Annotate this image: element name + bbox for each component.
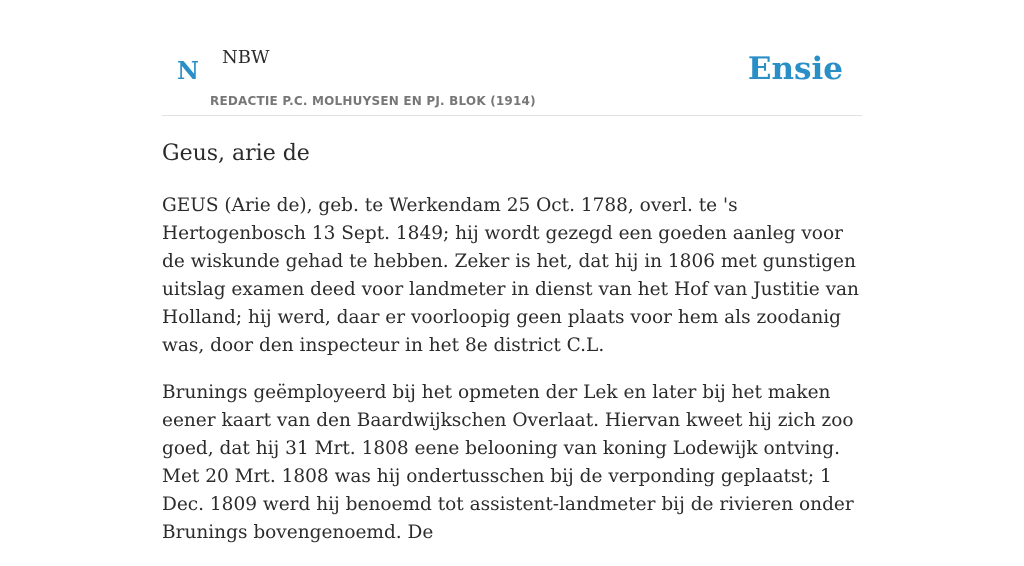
series-name[interactable]: NBW: [222, 47, 270, 68]
article-paragraph: Brunings geëmployeerd bij het opmeten der Lek en later bij het maken eener kaart van den Baardwijkschen Overlaat. Hiervan kweet hij zich zoo goed, dat hij 31 Mrt. 1808 eene belooning van koning Lodewijk ontving. Met 20 Mrt. 1808 was hij ondertusschen bij de verponding geplaatst; 1 Dec. 1809 werd hij benoemd tot assistent-landmeter bij de rivieren onder Brunings bovengenoemd. De: [162, 382, 854, 543]
header-divider: [162, 115, 862, 116]
page: [162, 0, 862, 543]
brand-logo[interactable]: Ensie: [747, 51, 843, 87]
article-title: Geus, arie de: [162, 141, 310, 166]
series-logo-letter[interactable]: N: [177, 56, 199, 85]
editors-subtitle: REDACTIE P.C. MOLHUYSEN EN PJ. BLOK (1914): [210, 94, 536, 108]
article-body: [162, 192, 862, 566]
article-paragraph: GEUS (Arie de), geb. te Werkendam 25 Oct. 1788, overl. te 's Hertogenbosch 13 Sept. 1849; hij wordt gezegd een goeden aanleg voor de wiskunde gehad te hebben. Zeker is het, dat hij in 1806 met gunstigen uitslag examen deed voor landmeter in dienst van het Hof van Justitie van Holland; hij werd, daar er voorloopig geen plaats voor hem als zoodanig was, door den inspecteur in het 8e district C.L.: [162, 195, 859, 356]
